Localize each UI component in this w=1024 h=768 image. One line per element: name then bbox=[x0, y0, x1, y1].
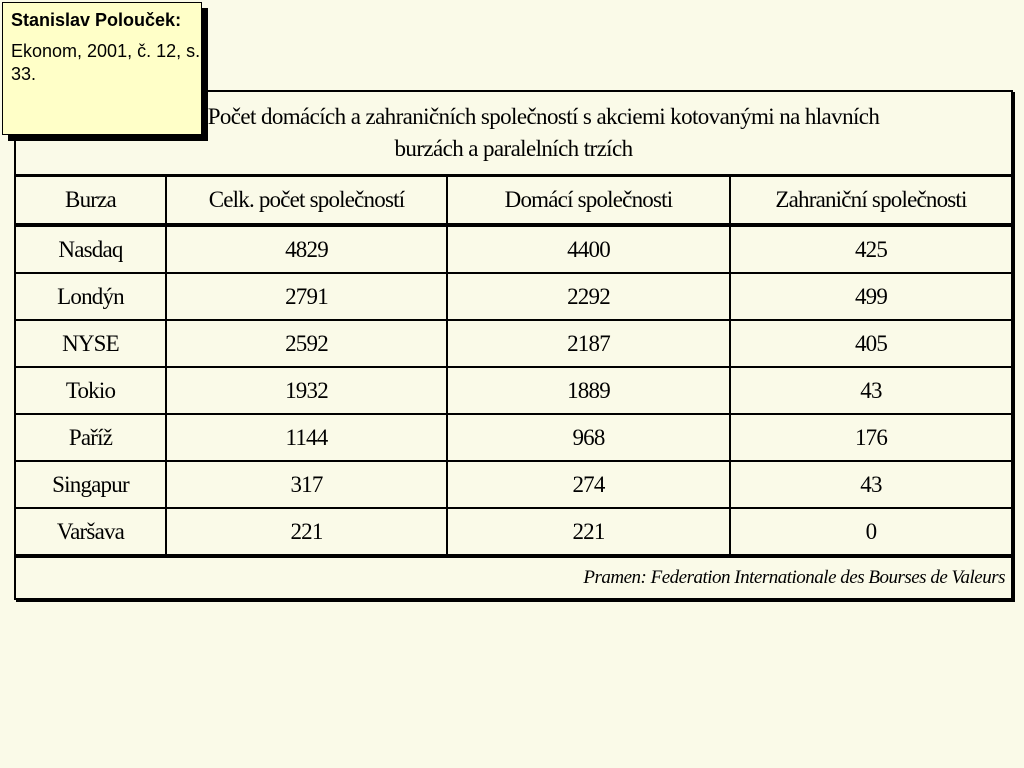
cell-total: 1932 bbox=[166, 367, 447, 414]
cell-foreign: 405 bbox=[730, 320, 1011, 367]
table-row bbox=[16, 461, 1011, 508]
cell-domestic: 968 bbox=[447, 414, 730, 461]
cell-foreign: 499 bbox=[730, 273, 1011, 320]
table-row bbox=[16, 508, 1011, 556]
header-domestic-companies: Domácí společnosti bbox=[447, 177, 730, 225]
cell-foreign: 43 bbox=[730, 461, 1011, 508]
cell-foreign: 0 bbox=[730, 508, 1011, 556]
cell-foreign: 176 bbox=[730, 414, 1011, 461]
table-row bbox=[16, 320, 1011, 367]
cell-exchange: Londýn bbox=[16, 273, 166, 320]
cell-total: 1144 bbox=[166, 414, 447, 461]
cell-foreign: 425 bbox=[730, 225, 1011, 273]
header-row bbox=[16, 177, 1011, 225]
cell-foreign: 43 bbox=[730, 367, 1011, 414]
note-author: Stanislav Polouček: bbox=[11, 10, 182, 30]
table-title-line-2: burzách a paralelních trzích bbox=[394, 136, 633, 161]
table-title-line-1: Počet domácích a zahraničních společností s akciemi kotovanými na hlavních bbox=[207, 104, 880, 129]
cell-exchange: Singapur bbox=[16, 461, 166, 508]
table-row bbox=[16, 367, 1011, 414]
cell-total: 4829 bbox=[166, 225, 447, 273]
table-row bbox=[16, 273, 1011, 320]
cell-domestic: 221 bbox=[447, 508, 730, 556]
cell-total: 2791 bbox=[166, 273, 447, 320]
cell-exchange: Varšava bbox=[16, 508, 166, 556]
header-exchange: Burza bbox=[16, 177, 166, 225]
cell-exchange: Paříž bbox=[16, 414, 166, 461]
header-foreign-companies: Zahraniční společnosti bbox=[730, 177, 1011, 225]
cell-domestic: 2187 bbox=[447, 320, 730, 367]
cell-exchange: Nasdaq bbox=[16, 225, 166, 273]
cell-domestic: 274 bbox=[447, 461, 730, 508]
data-table bbox=[16, 177, 1011, 558]
cell-domestic: 4400 bbox=[447, 225, 730, 273]
cell-domestic: 1889 bbox=[447, 367, 730, 414]
cell-total: 2592 bbox=[166, 320, 447, 367]
table-row bbox=[16, 414, 1011, 461]
cell-total: 317 bbox=[166, 461, 447, 508]
cell-exchange: NYSE bbox=[16, 320, 166, 367]
source-note: Pramen: Federation Internationale des Bourses de Valeurs bbox=[583, 567, 1005, 588]
cell-exchange: Tokio bbox=[16, 367, 166, 414]
note-citation: Ekonom, 2001, č. 12, s. 33. bbox=[11, 41, 201, 84]
table-row bbox=[16, 225, 1011, 273]
stock-exchange-table bbox=[14, 90, 1013, 600]
cell-total: 221 bbox=[166, 508, 447, 556]
citation-note bbox=[2, 2, 202, 135]
cell-domestic: 2292 bbox=[447, 273, 730, 320]
header-total-companies: Celk. počet společností bbox=[166, 177, 447, 225]
